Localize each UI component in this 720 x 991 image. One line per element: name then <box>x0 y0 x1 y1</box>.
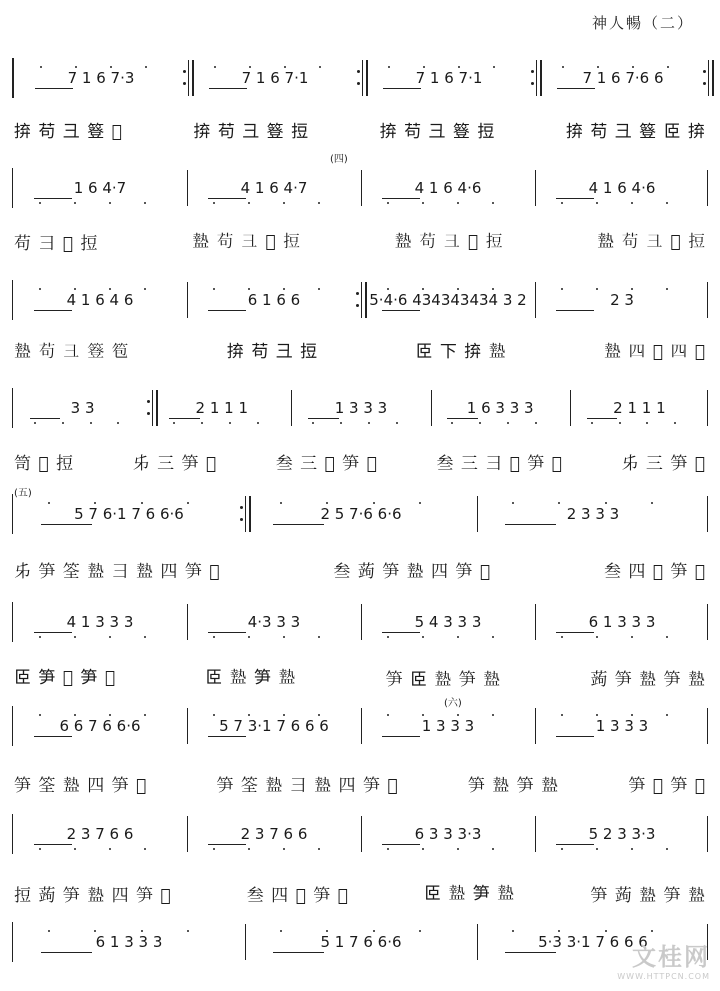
barline <box>707 170 708 206</box>
octave-dot <box>318 288 320 290</box>
octave-dot <box>422 202 424 204</box>
octave-dot <box>631 202 633 204</box>
octave-dot <box>493 66 495 68</box>
page-title: 神人暢（二） <box>591 14 694 32</box>
section-mark: (四) <box>330 154 348 165</box>
barline <box>570 390 571 426</box>
measure: 7 1 6 7·1 <box>241 69 309 87</box>
tablature-group: 笋 筌 𥂕 彐 𥂕 四 笋 𠤷 <box>216 775 399 796</box>
measure: 1 6 4·7 <box>73 179 127 197</box>
barline <box>535 604 536 640</box>
octave-dot <box>187 930 189 932</box>
barline <box>187 282 188 318</box>
octave-dot <box>512 502 514 504</box>
octave-dot <box>318 714 320 716</box>
tablature-group: 𦣞 𥂕 笋 𥂕 <box>205 668 297 688</box>
jianpu-row <box>12 602 709 642</box>
tablature-group: 𦣞 𥂕 笋 𥂕 <box>423 884 516 904</box>
octave-dot <box>596 202 598 204</box>
beat-underline <box>308 418 339 419</box>
octave-dot <box>422 714 424 716</box>
octave-dot <box>248 848 250 850</box>
tablature-row <box>14 660 706 694</box>
octave-dot <box>492 202 494 204</box>
octave-dot <box>396 422 398 424</box>
measure: 4 1 6 4 6 <box>66 291 134 309</box>
octave-dot <box>631 636 633 638</box>
beat-underline <box>273 524 324 525</box>
octave-dot <box>458 66 460 68</box>
measure: 6 3 3 3·3 <box>414 825 482 843</box>
measure: 4·3 3 3 <box>247 613 301 631</box>
octave-dot <box>201 422 203 424</box>
section-mark: (五) <box>14 488 32 499</box>
measure: 4 1 6 4·7 <box>240 179 308 197</box>
beat-underline <box>34 198 72 199</box>
octave-dot <box>109 848 111 850</box>
tablature-group: 叁 四 𠤷 笋 𥂕 <box>246 885 349 906</box>
tablature-group: 𠂔 三 笋 𠤷 <box>132 453 218 474</box>
jianpu-row <box>12 280 709 320</box>
beat-underline <box>34 632 72 633</box>
tablature-group: 叁 三 彐 𠤷 笋 𠤷 <box>436 453 563 474</box>
octave-dot <box>667 66 669 68</box>
barline <box>361 708 362 744</box>
jianpu-row <box>12 494 709 534</box>
beat-underline <box>447 418 478 419</box>
tablature-group: 蒟 笋 𥂕 笋 𥂕 <box>590 669 706 690</box>
barline <box>187 170 188 206</box>
octave-dot <box>141 930 143 932</box>
barline <box>361 816 362 852</box>
octave-dot <box>283 636 285 638</box>
barline <box>707 496 708 532</box>
beat-underline <box>208 844 246 845</box>
tablature-group: 𢬵 苟 彐 簦 𢭃 <box>379 121 496 142</box>
measure: 5·4·6 434343434 3 2 <box>369 291 527 309</box>
measure: 1 3 3 3 <box>334 399 388 417</box>
octave-dot <box>109 202 111 204</box>
beat-underline <box>557 88 595 89</box>
beat-underline <box>34 310 72 311</box>
octave-dot <box>109 636 111 638</box>
measure: 2 3 <box>610 291 634 309</box>
tablature-group: 𥂕 苟 彐 𤼨 𢭃 <box>394 232 504 252</box>
tablature-row <box>14 224 706 258</box>
beat-underline <box>382 310 420 311</box>
octave-dot <box>109 714 111 716</box>
barline <box>707 604 708 640</box>
octave-dot <box>666 848 668 850</box>
octave-dot <box>144 636 146 638</box>
tablature-group: 𦣞 笋 𠤷 笋 𥂕 <box>14 667 117 688</box>
octave-dot <box>666 288 668 290</box>
octave-dot <box>145 66 147 68</box>
barline <box>187 816 188 852</box>
measure: 5 7 6·1 7 6 6·6 <box>74 505 184 523</box>
measure: 1 3 3 3 <box>595 717 649 735</box>
barline <box>477 496 478 532</box>
tablature-row <box>14 766 706 800</box>
octave-dot <box>141 502 143 504</box>
measure: 1 6 3 3 3 <box>466 399 534 417</box>
jianpu-row <box>12 388 709 428</box>
octave-dot <box>535 422 537 424</box>
beat-underline <box>34 844 72 845</box>
measure: 2 3 3 3 <box>566 505 620 523</box>
octave-dot <box>651 502 653 504</box>
octave-dot <box>631 714 633 716</box>
beat-underline <box>209 88 247 89</box>
tablature-row <box>14 876 706 910</box>
measure: 4 1 3 3 3 <box>66 613 134 631</box>
octave-dot <box>422 848 424 850</box>
octave-dot <box>373 930 375 932</box>
octave-dot <box>423 66 425 68</box>
octave-dot <box>318 202 320 204</box>
beat-underline <box>30 418 61 419</box>
beat-underline <box>382 632 420 633</box>
measure: 5 1 7 6 6·6 <box>320 933 402 951</box>
measure: 2 1 1 1 <box>195 399 249 417</box>
octave-dot <box>666 636 668 638</box>
octave-dot <box>248 288 250 290</box>
octave-dot <box>283 202 285 204</box>
octave-dot <box>48 930 50 932</box>
beat-underline <box>208 632 246 633</box>
beat-underline <box>587 418 618 419</box>
octave-dot <box>492 848 494 850</box>
octave-dot <box>631 288 633 290</box>
octave-dot <box>318 848 320 850</box>
measure: 2 3 7 6 6 <box>66 825 134 843</box>
octave-dot <box>248 202 250 204</box>
tablature-group: 苟 彐 𤼨 𢭃 <box>14 233 99 254</box>
tablature-group: 笋 筌 𥂕 四 笋 𠤷 <box>14 775 148 796</box>
tablature-group: 笋 𥂕 笋 𥂕 <box>467 775 560 796</box>
octave-dot <box>651 930 653 932</box>
octave-dot <box>666 714 668 716</box>
beat-underline <box>556 844 594 845</box>
watermark-logo: 文桂网 <box>632 943 710 971</box>
measure: 2 5 7·6 6·6 <box>320 505 402 523</box>
octave-dot <box>457 848 459 850</box>
measure: 1 3 3 3 <box>421 717 475 735</box>
tablature-group: 𢬵 苟 彐 𢭃 <box>226 341 319 362</box>
jianpu-row <box>12 922 709 962</box>
tablature-row <box>14 444 706 478</box>
octave-dot <box>144 714 146 716</box>
octave-dot <box>492 288 494 290</box>
octave-dot <box>280 930 282 932</box>
octave-dot <box>110 66 112 68</box>
barline <box>535 282 536 318</box>
measure: 7 1 6 7·6 6 <box>582 69 664 87</box>
tablature-group: 𥂕 苟 彐 𤼨 𢭃 <box>192 232 301 252</box>
beat-underline <box>556 310 594 311</box>
beat-underline <box>273 952 324 953</box>
jianpu-row <box>12 814 709 854</box>
beat-underline <box>208 310 246 311</box>
octave-dot <box>90 422 92 424</box>
octave-dot <box>257 422 259 424</box>
octave-dot <box>457 288 459 290</box>
tablature-group: 𥂕 苟 彐 簦 笣 <box>14 342 130 362</box>
octave-dot <box>144 202 146 204</box>
beat-underline <box>556 632 594 633</box>
octave-dot <box>248 636 250 638</box>
octave-dot <box>492 636 494 638</box>
tablature-group: 𦣞 下 𢬵 𥂕 <box>415 342 507 362</box>
barline <box>431 390 432 426</box>
tablature-group: 叁 蒟 笋 𥂕 四 笋 𠤷 <box>333 561 492 582</box>
beat-underline <box>34 736 72 737</box>
octave-dot <box>422 636 424 638</box>
measure: 2 3 7 6 6 <box>240 825 308 843</box>
octave-dot <box>48 502 50 504</box>
octave-dot <box>284 66 286 68</box>
measure: 7 1 6 7·3 <box>67 69 135 87</box>
barline <box>707 816 708 852</box>
tablature-group: 𠂔 笋 筌 𥂕 彐 𥂕 四 笋 𠤷 <box>14 561 221 582</box>
jianpu-row <box>12 58 710 98</box>
tablature-group: 𥂕 苟 彐 𤼨 𢭃 <box>597 232 706 252</box>
beat-underline <box>505 952 556 953</box>
octave-dot <box>74 848 76 850</box>
tablature-group: 笋 𦣞 𥂕 笋 𥂕 <box>385 669 502 690</box>
octave-dot <box>283 288 285 290</box>
octave-dot <box>591 422 593 424</box>
tablature-group: 笋 𠤷 笋 𥂕 <box>628 775 706 796</box>
tablature-group: 笋 蒟 𥂕 笋 𥂕 <box>590 885 706 906</box>
octave-dot <box>283 848 285 850</box>
measure: 7 1 6 7·1 <box>415 69 483 87</box>
measure: 5 4 3 3 3 <box>414 613 482 631</box>
octave-dot <box>632 66 634 68</box>
octave-dot <box>422 288 424 290</box>
octave-dot <box>666 202 668 204</box>
watermark-url: WWW.HTTPCN.COM <box>617 972 710 981</box>
beat-underline <box>169 418 200 419</box>
section-mark: (六) <box>444 698 462 709</box>
octave-dot <box>319 66 321 68</box>
measure: 4 1 6 4·6 <box>588 179 656 197</box>
tablature-group: 𢭃 蒟 笋 𥂕 四 笋 𠤷 <box>14 885 172 906</box>
octave-dot <box>457 202 459 204</box>
barline <box>245 924 246 960</box>
octave-dot <box>34 422 36 424</box>
octave-dot <box>187 502 189 504</box>
octave-dot <box>419 930 421 932</box>
octave-dot <box>605 502 607 504</box>
watermark <box>617 937 710 981</box>
barline <box>708 60 714 96</box>
beat-underline <box>382 198 420 199</box>
octave-dot <box>597 66 599 68</box>
beat-underline <box>35 88 73 89</box>
octave-dot <box>74 714 76 716</box>
tablature-group: 𢬵 苟 彐 簦 𦣞 𢬵 <box>565 121 706 142</box>
barline <box>187 708 188 744</box>
octave-dot <box>109 288 111 290</box>
octave-dot <box>512 930 514 932</box>
beat-underline <box>382 844 420 845</box>
octave-dot <box>368 422 370 424</box>
beat-underline <box>41 524 92 525</box>
beat-underline <box>208 198 246 199</box>
measure: 5 7 3·1 7 6 6 6 <box>219 717 329 735</box>
barline <box>361 604 362 640</box>
measure: 6 1 6 6 <box>247 291 301 309</box>
octave-dot <box>492 714 494 716</box>
octave-dot <box>419 502 421 504</box>
octave-dot <box>75 66 77 68</box>
beat-underline <box>208 736 246 737</box>
tablature-group: 𢬵 苟 彐 簦 𤾤 <box>14 121 123 142</box>
octave-dot <box>318 636 320 638</box>
beat-underline <box>383 88 421 89</box>
measure: 6 6 7 6 6·6 <box>59 717 141 735</box>
tablature-group: 𥂕 四 𤼨 四 𠤷 <box>603 342 706 362</box>
measure: 2 1 1 1 <box>613 399 666 417</box>
octave-dot <box>248 714 250 716</box>
measure: 4 1 6 4·6 <box>414 179 482 197</box>
octave-dot <box>229 422 231 424</box>
measure: 5·3 3·1 7 6 6 6 <box>538 933 648 951</box>
tablature-group: 叁 三 𠤷 笋 𠤷 <box>275 453 378 474</box>
beat-underline <box>382 736 420 737</box>
barline <box>707 282 708 318</box>
barline <box>535 816 536 852</box>
octave-dot <box>283 714 285 716</box>
octave-dot <box>373 502 375 504</box>
octave-dot <box>596 714 598 716</box>
octave-dot <box>596 288 598 290</box>
octave-dot <box>74 288 76 290</box>
barline <box>707 390 708 426</box>
tablature-row <box>14 334 706 368</box>
octave-dot <box>74 202 76 204</box>
octave-dot <box>596 848 598 850</box>
octave-dot <box>249 66 251 68</box>
tablature-group: 𢬵 苟 彐 簦 𢭃 <box>193 121 310 142</box>
tablature-row <box>14 114 706 148</box>
barline <box>707 708 708 744</box>
octave-dot <box>457 714 459 716</box>
tablature-group: 笥 𠤷 𢭃 <box>14 453 75 474</box>
tablature-row <box>14 552 706 586</box>
tablature-group: 叁 四 𠤷 笋 𥂕 <box>603 561 706 582</box>
octave-dot <box>280 502 282 504</box>
measure: 6 1 3 3 3 <box>95 933 163 951</box>
beat-underline <box>41 952 92 953</box>
beat-underline <box>505 524 556 525</box>
barline <box>361 170 362 206</box>
barline <box>535 708 536 744</box>
octave-dot <box>619 422 621 424</box>
octave-dot <box>144 848 146 850</box>
octave-dot <box>457 636 459 638</box>
beat-underline <box>556 736 594 737</box>
octave-dot <box>62 422 64 424</box>
measure: 6 1 3 3 3 <box>588 613 656 631</box>
measure: 3 3 <box>70 399 95 417</box>
tablature-group: 𠂔 三 笋 𠤷 <box>621 453 706 474</box>
octave-dot <box>605 930 607 932</box>
octave-dot <box>144 288 146 290</box>
octave-dot <box>596 636 598 638</box>
octave-dot <box>74 636 76 638</box>
barline <box>477 924 478 960</box>
octave-dot <box>631 848 633 850</box>
jianpu-row <box>12 706 709 746</box>
jianpu-row <box>12 168 709 208</box>
beat-underline <box>556 198 594 199</box>
barline <box>291 390 292 426</box>
barline <box>535 170 536 206</box>
measure: 5 2 3 3·3 <box>588 825 656 843</box>
barline <box>187 604 188 640</box>
